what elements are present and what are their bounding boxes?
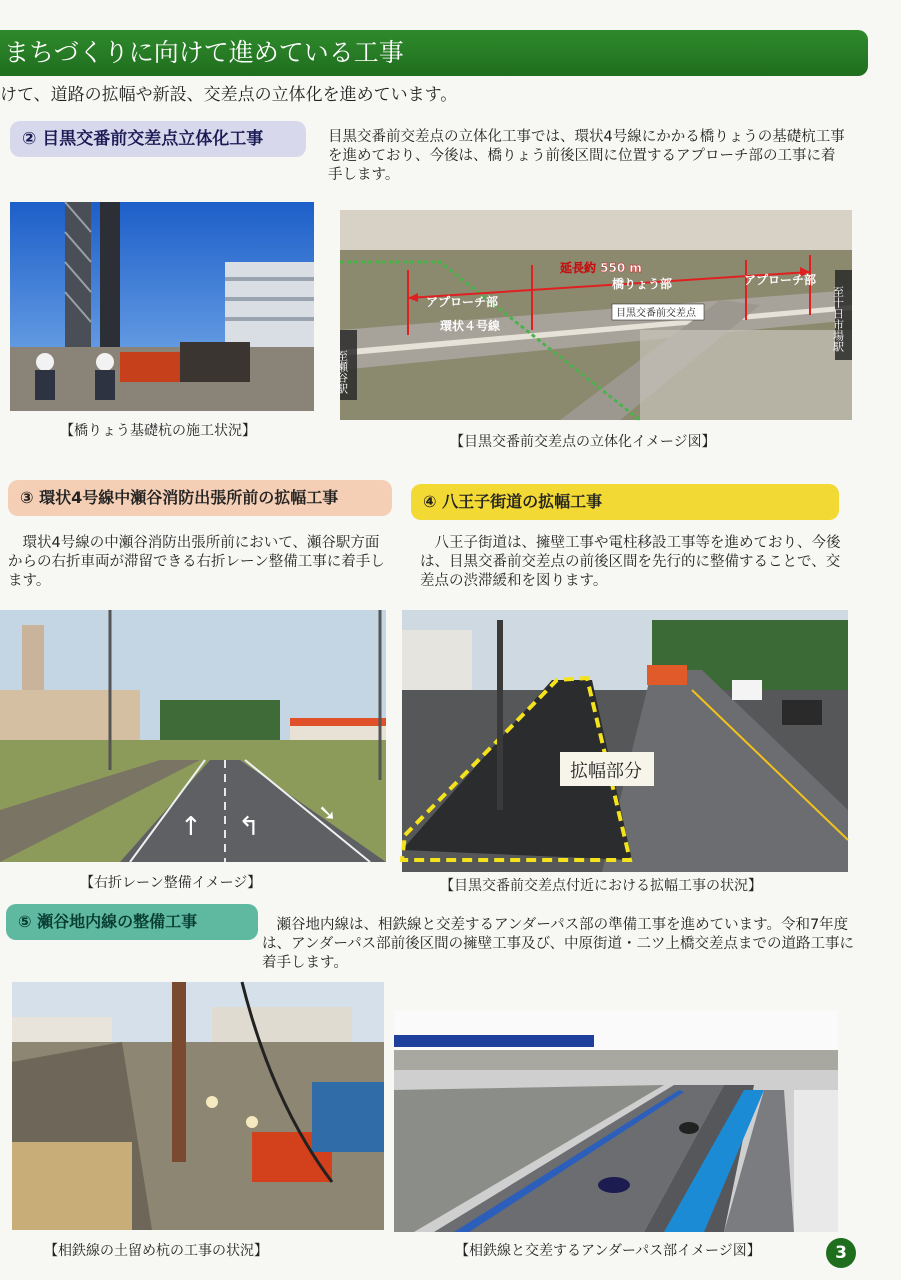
diagram-approach-right: アプローチ部 bbox=[744, 273, 817, 287]
intro-text: けて、道路の拡幅や新設、交差点の立体化を進めています。 bbox=[0, 85, 458, 105]
interchange-diagram bbox=[335, 210, 852, 420]
section-banner: まちづくりに向けて進めている工事 bbox=[0, 30, 868, 76]
underpass-diagram bbox=[394, 1010, 838, 1232]
svg-text:↰: ↰ bbox=[238, 812, 260, 842]
retaining-pile-caption: 【相鉄線の土留め杭の工事の状況】 bbox=[44, 1243, 268, 1259]
svg-text:➘: ➘ bbox=[318, 801, 337, 826]
diagram-approach-left: アプローチ部 bbox=[426, 295, 499, 309]
underpass-caption: 【相鉄線と交差するアンダーパス部イメージ図】 bbox=[455, 1243, 761, 1259]
right-turn-lane-caption: 【右折レーン整備イメージ】 bbox=[80, 875, 262, 891]
section4-heading: ④ 八王子街道の拡幅工事 bbox=[411, 484, 839, 520]
diagram-intersection-label: 目黒交番前交差点 bbox=[616, 308, 696, 319]
widening-label: 拡幅部分 bbox=[570, 761, 642, 782]
retaining-pile-photo bbox=[12, 982, 384, 1230]
diagram-bridge-label: 橋りょう部 bbox=[612, 277, 673, 291]
diagram-length-label: 延長約 550 m bbox=[560, 261, 642, 275]
widening-caption: 【目黒交番前交差点付近における拡幅工事の状況】 bbox=[440, 878, 762, 894]
interchange-caption: 【目黒交番前交差点の立体化イメージ図】 bbox=[450, 434, 716, 450]
bridge-pile-caption: 【橋りょう基礎杭の施工状況】 bbox=[60, 423, 256, 439]
widening-photo bbox=[402, 610, 848, 872]
section2-heading: ② 目黒交番前交差点立体化工事 bbox=[10, 121, 306, 157]
svg-text:↑: ↑ bbox=[180, 812, 202, 842]
section5-text: 瀬谷地内線は、相鉄線と交差するアンダーパス部の準備工事を進めています。令和7年度は、アンダーパス部前後区間の擁壁工事及び、中原街道・二ツ上橋交差点までの道路工事に着手します。 bbox=[262, 917, 855, 971]
section2-text: 目黒交番前交差点の立体化工事では、環状4号線にかかる橋りょうの基礎杭工事を進めており、今後は、橋りょう前後区間に位置するアプローチ部の工事に着手します。 bbox=[328, 129, 845, 183]
right-turn-lane-photo bbox=[0, 610, 386, 862]
section5-heading: ⑤ 瀬谷地内線の整備工事 bbox=[6, 904, 258, 940]
page-number: 3 bbox=[826, 1238, 856, 1268]
section4-text: 八王子街道は、擁壁工事や電柱移設工事等を進めており、今後は、目黒交番前交差点の前後区間を先行的に整備することで、交差点の渋滞緩和を図ります。 bbox=[420, 535, 841, 589]
diagram-to-left: 至瀬谷駅 bbox=[335, 350, 349, 394]
section3-text: 環状4号線の中瀬谷消防出張所前において、瀬谷駅方面からの右折車両が滞留できる右折レーン整備工事に着手します。 bbox=[8, 535, 385, 589]
diagram-road-label: 環状４号線 bbox=[440, 319, 501, 333]
diagram-to-right: 至十日市場駅 bbox=[831, 286, 845, 352]
bridge-pile-photo bbox=[10, 202, 314, 411]
section3-heading: ③ 環状4号線中瀬谷消防出張所前の拡幅工事 bbox=[8, 480, 392, 516]
